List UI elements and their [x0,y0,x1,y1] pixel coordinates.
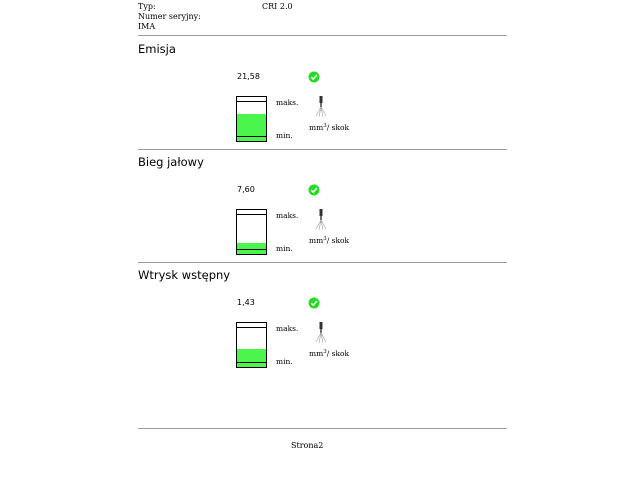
min-label: min. [276,357,293,366]
divider [138,262,507,263]
unit-label: $mm^3/$ skok [309,236,350,245]
unit-label: $mm^3/$ skok [309,123,350,132]
ima-label: IMA [138,22,156,31]
min-line [237,136,266,137]
divider [138,428,507,429]
type-value: CRI 2.0 [262,2,293,11]
level-gauge [236,209,267,255]
page-number: Strona2 [291,441,324,450]
max-line [237,327,266,328]
max-line [237,214,266,215]
level-gauge [236,322,267,368]
gauge-fill [237,349,266,367]
injector-icon [314,322,328,344]
level-gauge [236,96,267,142]
max-label: maks. [276,324,299,333]
max-label: maks. [276,211,299,220]
check-circle-icon [308,71,320,83]
unit-label: $mm^3/$ skok [309,349,350,358]
measured-value: 7,60 [237,185,255,194]
min-line [237,249,266,250]
serial-label: Numer seryjny: [138,12,201,21]
type-label: Typ: [138,2,156,11]
injector-icon [314,209,328,231]
section-title: Emisja [138,42,176,56]
measured-value: 1,43 [237,298,255,307]
measured-value: 21,58 [237,72,260,81]
divider [138,149,507,150]
section-title: Bieg jałowy [138,155,204,169]
injector-icon [314,96,328,118]
section-title: Wtrysk wstępny [138,268,231,282]
check-circle-icon [308,297,320,309]
divider [138,35,507,36]
max-label: maks. [276,98,299,107]
check-circle-icon [308,184,320,196]
min-label: min. [276,244,293,253]
min-label: min. [276,131,293,140]
min-line [237,362,266,363]
max-line [237,101,266,102]
